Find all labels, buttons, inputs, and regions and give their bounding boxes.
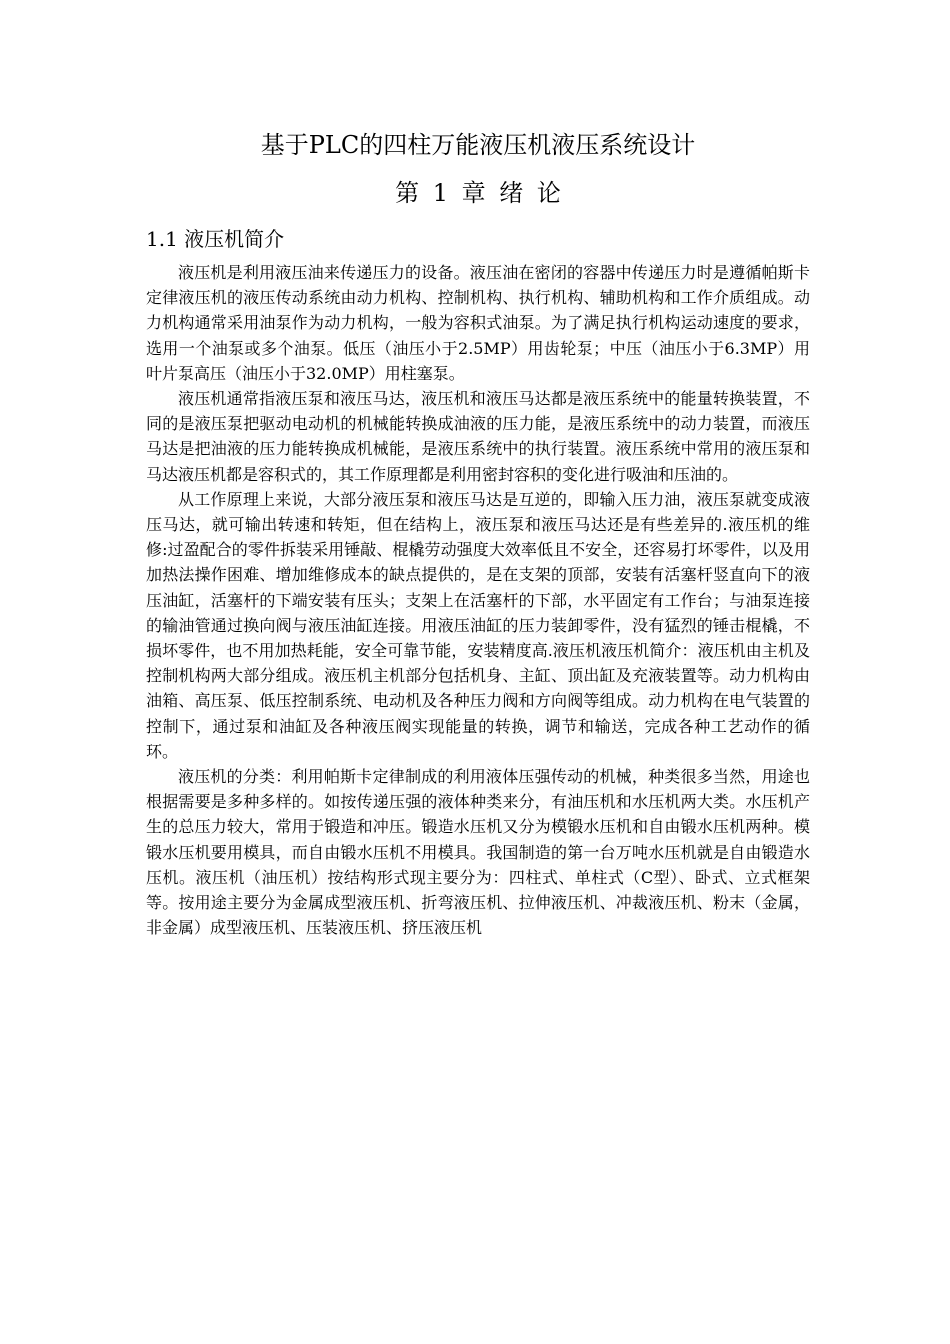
document-page [146, 128, 810, 940]
chapter-title: 第 1 章 绪 论 [395, 179, 561, 207]
body-paragraph: 液压机的分类：利用帕斯卡定律制成的利用液体压强传动的机械，种类很多当然，用途也根据需要是多种多样的。如按传递压强的液体种类来分，有油压机和水压机两大类。水压机产生的总压力较大，常用于锻造和冲压。锻造水压机又分为模锻水压机和自由锻水压机两种。模锻水压机要用模具，而自由锻水压机不用模具。我国制造的第一台万吨水压机就是自由锻造水压机。液压机（油压机）按结构形式现主要分为：四柱式、单柱式（C型）、卧式、立式框架等。按用途主要分为金属成型液压机、折弯液压机、拉伸液压机、冲裁液压机、粉末（金属，非金属）成型液压机、压装液压机、挤压液压机 [146, 767, 810, 938]
body-paragraph: 液压机通常指液压泵和液压马达，液压机和液压马达都是液压系统中的能量转换装置，不同的是液压泵把驱动电动机的机械能转换成油液的压力能，是液压系统中的动力装置，而液压马达是把油液的压力能转换成机械能，是液压系统中的执行装置。液压系统中常用的液压泵和马达液压机都是容积式的，其工作原理都是利用密封容积的变化进行吸油和压油的。 [146, 389, 810, 484]
document-title: 基于PLC的四柱万能液压机液压系统设计 [260, 131, 696, 159]
body-paragraph: 液压机是利用液压油来传递压力的设备。液压油在密闭的容器中传递压力时是遵循帕斯卡定律液压机的液压传动系统由动力机构、控制机构、执行机构、辅助机构和工作介质组成。动力机构通常采用油泵作为动力机构，一般为容积式油泵。为了满足执行机构运动速度的要求，选用一个油泵或多个油泵。低压（油压小于2.5MP）用齿轮泵；中压（油压小于6.3MP）用叶片泵高压（油压小于32.0MP）用柱塞泵。 [146, 263, 810, 383]
section-title: 1.1 液压机简介 [146, 227, 285, 251]
body-paragraph: 从工作原理上来说，大部分液压泵和液压马达是互逆的，即输入压力油，液压泵就变成液压马达，就可输出转速和转矩，但在结构上，液压泵和液压马达还是有些差异的.液压机的维修:过盈配合的零件拆装采用锤敲、棍橇劳动强度大效率低且不安全，还容易打坏零件，以及用加热法操作困难、增加维修成本的缺点提供的，是在支架的顶部，安装有活塞杆竖直向下的液压油缸，活塞杆的下端安装有压头；支架上在活塞杆的下部，水平固定有工作台；与油泵连接的输油管通过换向阀与液压油缸连接。用液压油缸的压力装卸零件，没有猛烈的锤击棍橇，不损坏零件，也不用加热耗能，安全可靠节能，安装精度高.液压机液压机简介：液压机由主机及控制机构两大部分组成。液压机主机部分包括机身、主缸、顶出缸及充液装置等。动力机构由油箱、高压泵、低压控制系统、电动机及各种压力阀和方向阀等组成。动力机构在电气装置的控制下，通过泵和油缸及各种液压阀实现能量的转换，调节和输送，完成各种工艺动作的循环。 [146, 489, 810, 761]
